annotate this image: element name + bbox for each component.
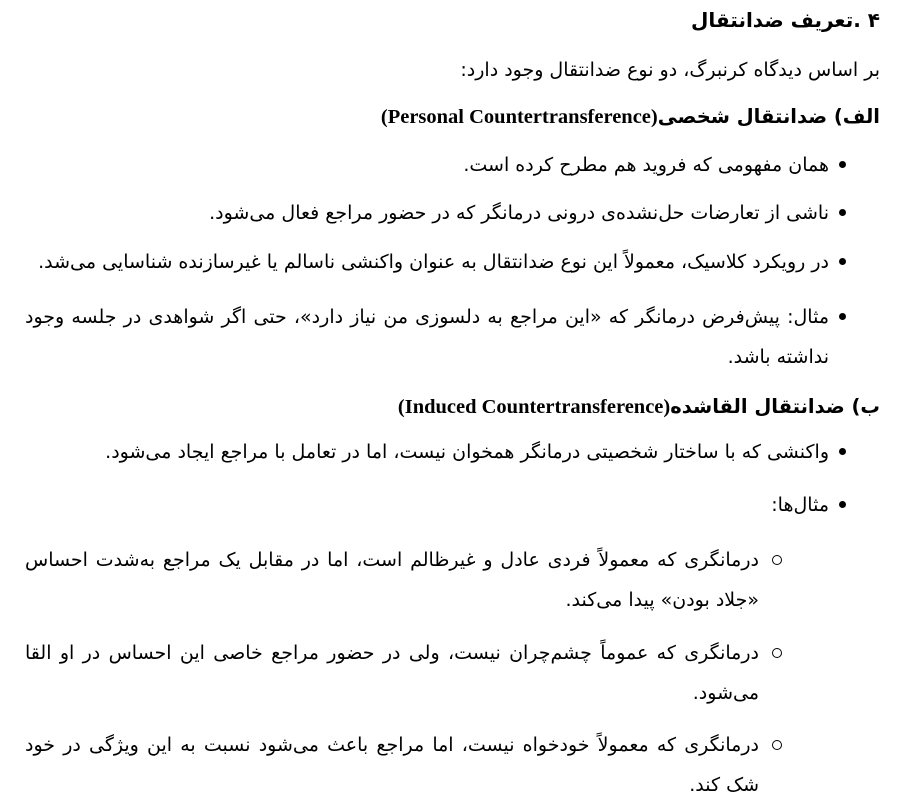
list-item [25,297,880,377]
list-item-text: در رویکرد کلاسیک، معمولاً این نوع ضدانتقال به عنوان واکنشی ناسالم یا غیرسازنده شناسایی می‌شد. [38,251,829,273]
list-item-text: ناشی از تعارضات حل‌نشده‌ی درونی درمانگر که در حضور مراجع فعال می‌شود. [209,202,829,224]
list-item [25,485,880,525]
bullet-disc-icon [839,209,846,216]
list-item [25,540,880,620]
list-item-text: مثال‌ها: [771,494,829,516]
list-item [25,633,880,713]
list-item-text: درمانگری که معمولاً فردی عادل و غیرظالم است، اما در مقابل یک مراجع به‌شدت احساس «جلاد بودن» پیدا می‌کند. [25,549,759,611]
bullet-disc-icon [839,258,846,265]
list-item [25,145,880,185]
section-b-heading [25,387,880,427]
section-a-heading [25,97,880,137]
section-b-heading-fa: ب) ضدانتقال القاشده [670,395,880,418]
list-item-text: درمانگری که عموماً چشم‌چران نیست، ولی در حضور مراجع خاصی این احساس در او القا می‌شود. [25,642,759,704]
bullet-circle-icon [772,740,782,750]
list-item-text: مثال: پیش‌فرض درمانگر که «این مراجع به دلسوزی من نیاز دارد»، حتی اگر شواهدی در جلسه وجود نداشته باشد. [25,306,829,368]
examples-sublist [25,540,880,805]
bullet-disc-icon [839,313,846,320]
section-a-bullet-list [25,145,880,377]
section-a-heading-fa: الف) ضدانتقال شخصی [657,105,880,128]
list-item-text: همان مفهومی که فروید هم مطرح کرده است. [463,154,829,176]
section-a-heading-en: (Personal Countertransference) [380,106,658,128]
list-item [25,432,880,472]
bullet-disc-icon [839,161,846,168]
bullet-circle-icon [772,555,782,565]
bullet-disc-icon [839,448,846,455]
bullet-disc-icon [839,501,846,508]
list-item [25,725,880,805]
section-b-heading-en: (Induced Countertransference) [397,396,671,418]
list-item-text: واکنشی که با ساختار شخصیتی درمانگر همخوان نیست، اما در تعامل با مراجع ایجاد می‌شود. [105,441,829,463]
intro-paragraph: بر اساس دیدگاه کرنبرگ، دو نوع ضدانتقال وجود دارد: [460,59,880,81]
page-title: ۴ .تعریف ضدانتقال [691,8,880,32]
section-b-bullet-list [25,432,880,525]
list-item [25,193,880,233]
list-item-text: درمانگری که معمولاً خودخواه نیست، اما مراجع باعث می‌شود نسبت به این ویژگی در خود شک کند. [25,734,759,796]
bullet-circle-icon [772,648,782,658]
list-item [25,242,880,282]
